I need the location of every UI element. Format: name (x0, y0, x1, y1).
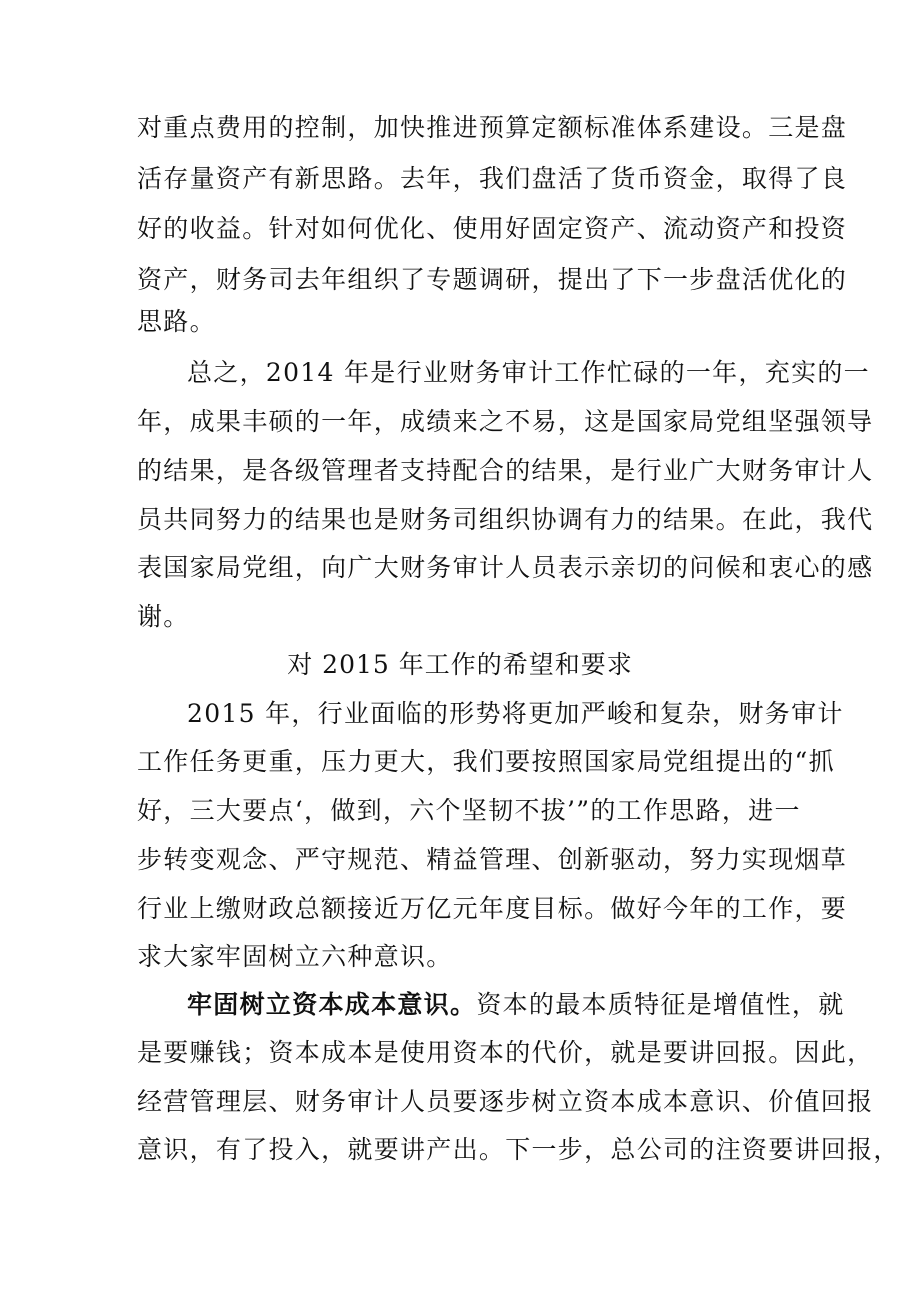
paragraph-4-line-4: 意识，有了投入，就要讲产出。下一步，总公司的注资要讲回报， (137, 1135, 900, 1164)
paragraph-3-line-3: 好，三大要点‘，做到，六个坚韧不拔’”的工作思路，进一 (137, 796, 801, 825)
section-heading: 对 2015 年工作的希望和要求 (287, 650, 633, 679)
paragraph-1-line-2: 活存量资产有新思路。去年，我们盘活了货币资金，取得了良 (137, 164, 848, 193)
paragraph-4-line-1-text: 资本的最本质特征是增值性，就 (476, 990, 845, 1019)
paragraph-2-line-4: 员共同努力的结果也是财务司组织协调有力的结果。在此，我代 (137, 505, 874, 534)
paragraph-1-line-1: 对重点费用的控制，加快推进预算定额标准体系建设。三是盘 (137, 113, 848, 142)
paragraph-1-line-3: 好的收益。针对如何优化、使用好固定资产、流动资产和投资 (137, 214, 848, 243)
paragraph-4-lead-bold: 牢固树立资本成本意识。 (187, 990, 477, 1019)
paragraph-3-line-6: 求大家牢固树立六种意识。 (137, 942, 453, 971)
paragraph-2-line-2: 年，成果丰硕的一年，成绩来之不易，这是国家局党组坚强领导 (137, 407, 874, 436)
paragraph-4-line-2: 是要赚钱；资本成本是使用资本的代价，就是要讲回报。因此， (137, 1038, 874, 1067)
paragraph-1-line-4: 资产，财务司去年组织了专题调研，提出了下一步盘活优化的 (137, 265, 848, 294)
paragraph-2-line-5: 表国家局党组，向广大财务审计人员表示亲切的问候和衷心的感 (137, 553, 874, 582)
paragraph-4-line-1 (187, 988, 845, 1022)
paragraph-2-line-3: 的结果，是各级管理者支持配合的结果，是行业广大财务审计人 (137, 456, 874, 485)
paragraph-3-line-4: 步转变观念、严守规范、精益管理、创新驱动，努力实现烟草 (137, 845, 848, 874)
paragraph-1-line-5: 思路。 (137, 307, 216, 336)
paragraph-2-line-6: 谢。 (137, 602, 190, 631)
paragraph-3-line-1: 2015 年，行业面临的形势将更加严峻和复杂，财务审计 (187, 699, 844, 728)
paragraph-2-line-1: 总之，2014 年是行业财务审计工作忙碌的一年，充实的一 (187, 358, 870, 387)
paragraph-4-line-3: 经营管理层、财务审计人员要逐步树立资本成本意识、价值回报 (137, 1087, 874, 1116)
paragraph-3-line-2: 工作任务更重，压力更大，我们要按照国家局党组提出的“抓 (137, 747, 835, 776)
paragraph-3-line-5: 行业上缴财政总额接近万亿元年度目标。做好今年的工作，要 (137, 894, 848, 923)
